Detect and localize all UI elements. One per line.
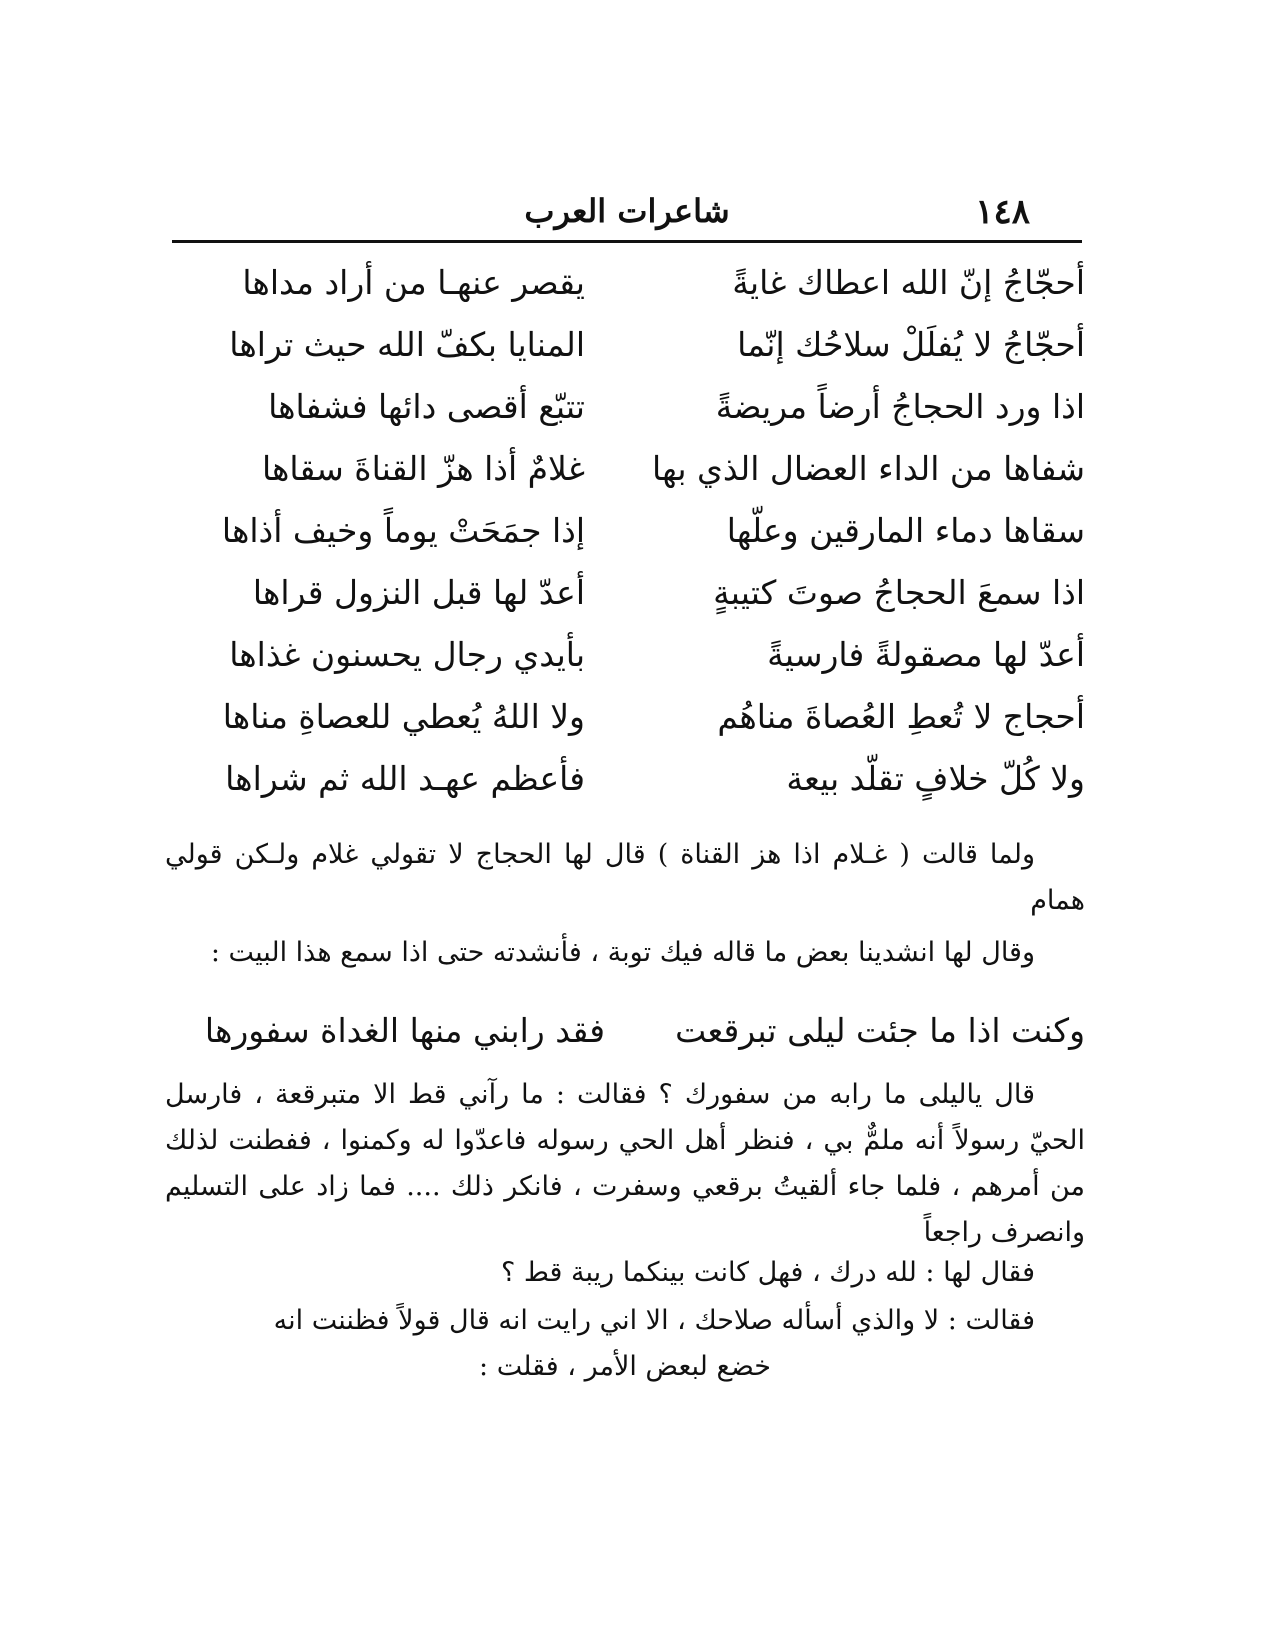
prose-block-2 [165,930,1085,976]
verse-second-hemistich: تتبّع أقصى دائها فشفاها [268,387,585,426]
verse-second-hemistich: ولا اللهُ يُعطي للعصاةِ مناها [222,697,585,736]
verse-second-hemistich: فقد رابني منها الغداة سفورها [204,1011,605,1050]
page-header [172,188,1082,240]
prose-paragraph: وقال لها انشدينا بعض ما قاله فيك توبة ، فأنشدته حتى اذا سمع هذا البيت : [210,937,1035,968]
prose-paragraph: فقال لها : لله درك ، فهل كانت بينكما ريبة قط ؟ [501,1257,1035,1288]
verse-first-hemistich: شفاها من الداء العضال الذي بها [652,449,1085,488]
verse-second-hemistich: أعدّ لها قبل النزول قراها [252,573,585,612]
prose-paragraph: ولما قالت ( غـلام اذا هز القناة ) قال لها الحجاج لا تقولي غلام ولـكن قولي همام [165,839,1085,916]
prose-block-1 [165,832,1085,924]
verse-second-hemistich: بأيدي رجال يحسنون غذاها [229,635,585,674]
prose-paragraph: خضع لبعض الأمر ، فقلت : [479,1351,771,1382]
prose-paragraph: فقالت : لا والذي أسأله صلاحك ، الا اني رايت انه قال قولاً فظننت انه [273,1305,1035,1336]
poem-verse [165,562,1085,624]
verse-first-hemistich: أعدّ لها مصقولةً فارسيةً [767,635,1085,674]
prose-paragraph: قال ياليلى ما رابه من سفورك ؟ فقالت : ما رآني قط الا متبرقعة ، فارسل الحيّ رسولاً أنه ملمٌّ بي ، فنظر أهل الحي رسوله فاعدّوا له وكمنوا ، ففطنت لذلك من أمرهم ، فلما جاء ألقيتُ برقعي وسفرت ، فانكر ذلك .... فما زاد على التسليم وانصرف راجعاً [165,1079,1085,1248]
page-number: ١٤٨ [975,192,1030,232]
verse-first-hemistich: اذا ورد الحجاجُ أرضاً مريضةً [715,387,1085,426]
verse-second-hemistich: المنايا بكفّ الله حيث تراها [229,325,585,364]
poem [165,252,1085,810]
poem-verse [165,438,1085,500]
poem-verse [165,686,1085,748]
verse-second-hemistich: إذا جمَحَتْ يوماً وخيف أذاها [221,511,585,550]
prose-block-5 [165,1298,1085,1390]
poem-verse [165,748,1085,810]
poem-verse [165,500,1085,562]
verse-first-hemistich: أحجاج لا تُعطِ العُصاةَ مناهُم [717,697,1085,736]
verse-first-hemistich: وكنت اذا ما جئت ليلى تبرقعت [675,1011,1085,1050]
verse-second-hemistich: فأعظم عهـد الله ثم شراها [225,759,585,798]
verse-first-hemistich: أحجّاجُ لا يُفلَلْ سلاحُك إنّما [737,325,1085,364]
prose-block-3 [165,1072,1085,1256]
prose-block-4 [165,1250,1085,1296]
verse-second-hemistich: غلامٌ أذا هزّ القناةَ سقاها [261,449,585,488]
poem-verse [165,624,1085,686]
quoted-verse [165,1000,1085,1062]
verse-first-hemistich: سقاها دماء المارقين وعلّها [726,511,1085,550]
poem-verse [165,252,1085,314]
verse-first-hemistich: ولا كُلّ خلافٍ تقلّد بيعة [786,759,1085,798]
verse-first-hemistich: اذا سمعَ الحجاجُ صوتَ كتيبةٍ [713,573,1085,612]
poem-verse [165,376,1085,438]
verse-first-hemistich: أحجّاجُ إنّ الله اعطاك غايةً [732,263,1085,302]
poem-verse [165,314,1085,376]
running-title: شاعرات العرب [524,192,730,230]
verse-second-hemistich: يقصر عنهـا من أراد مداها [242,263,585,302]
header-rule [172,240,1082,243]
